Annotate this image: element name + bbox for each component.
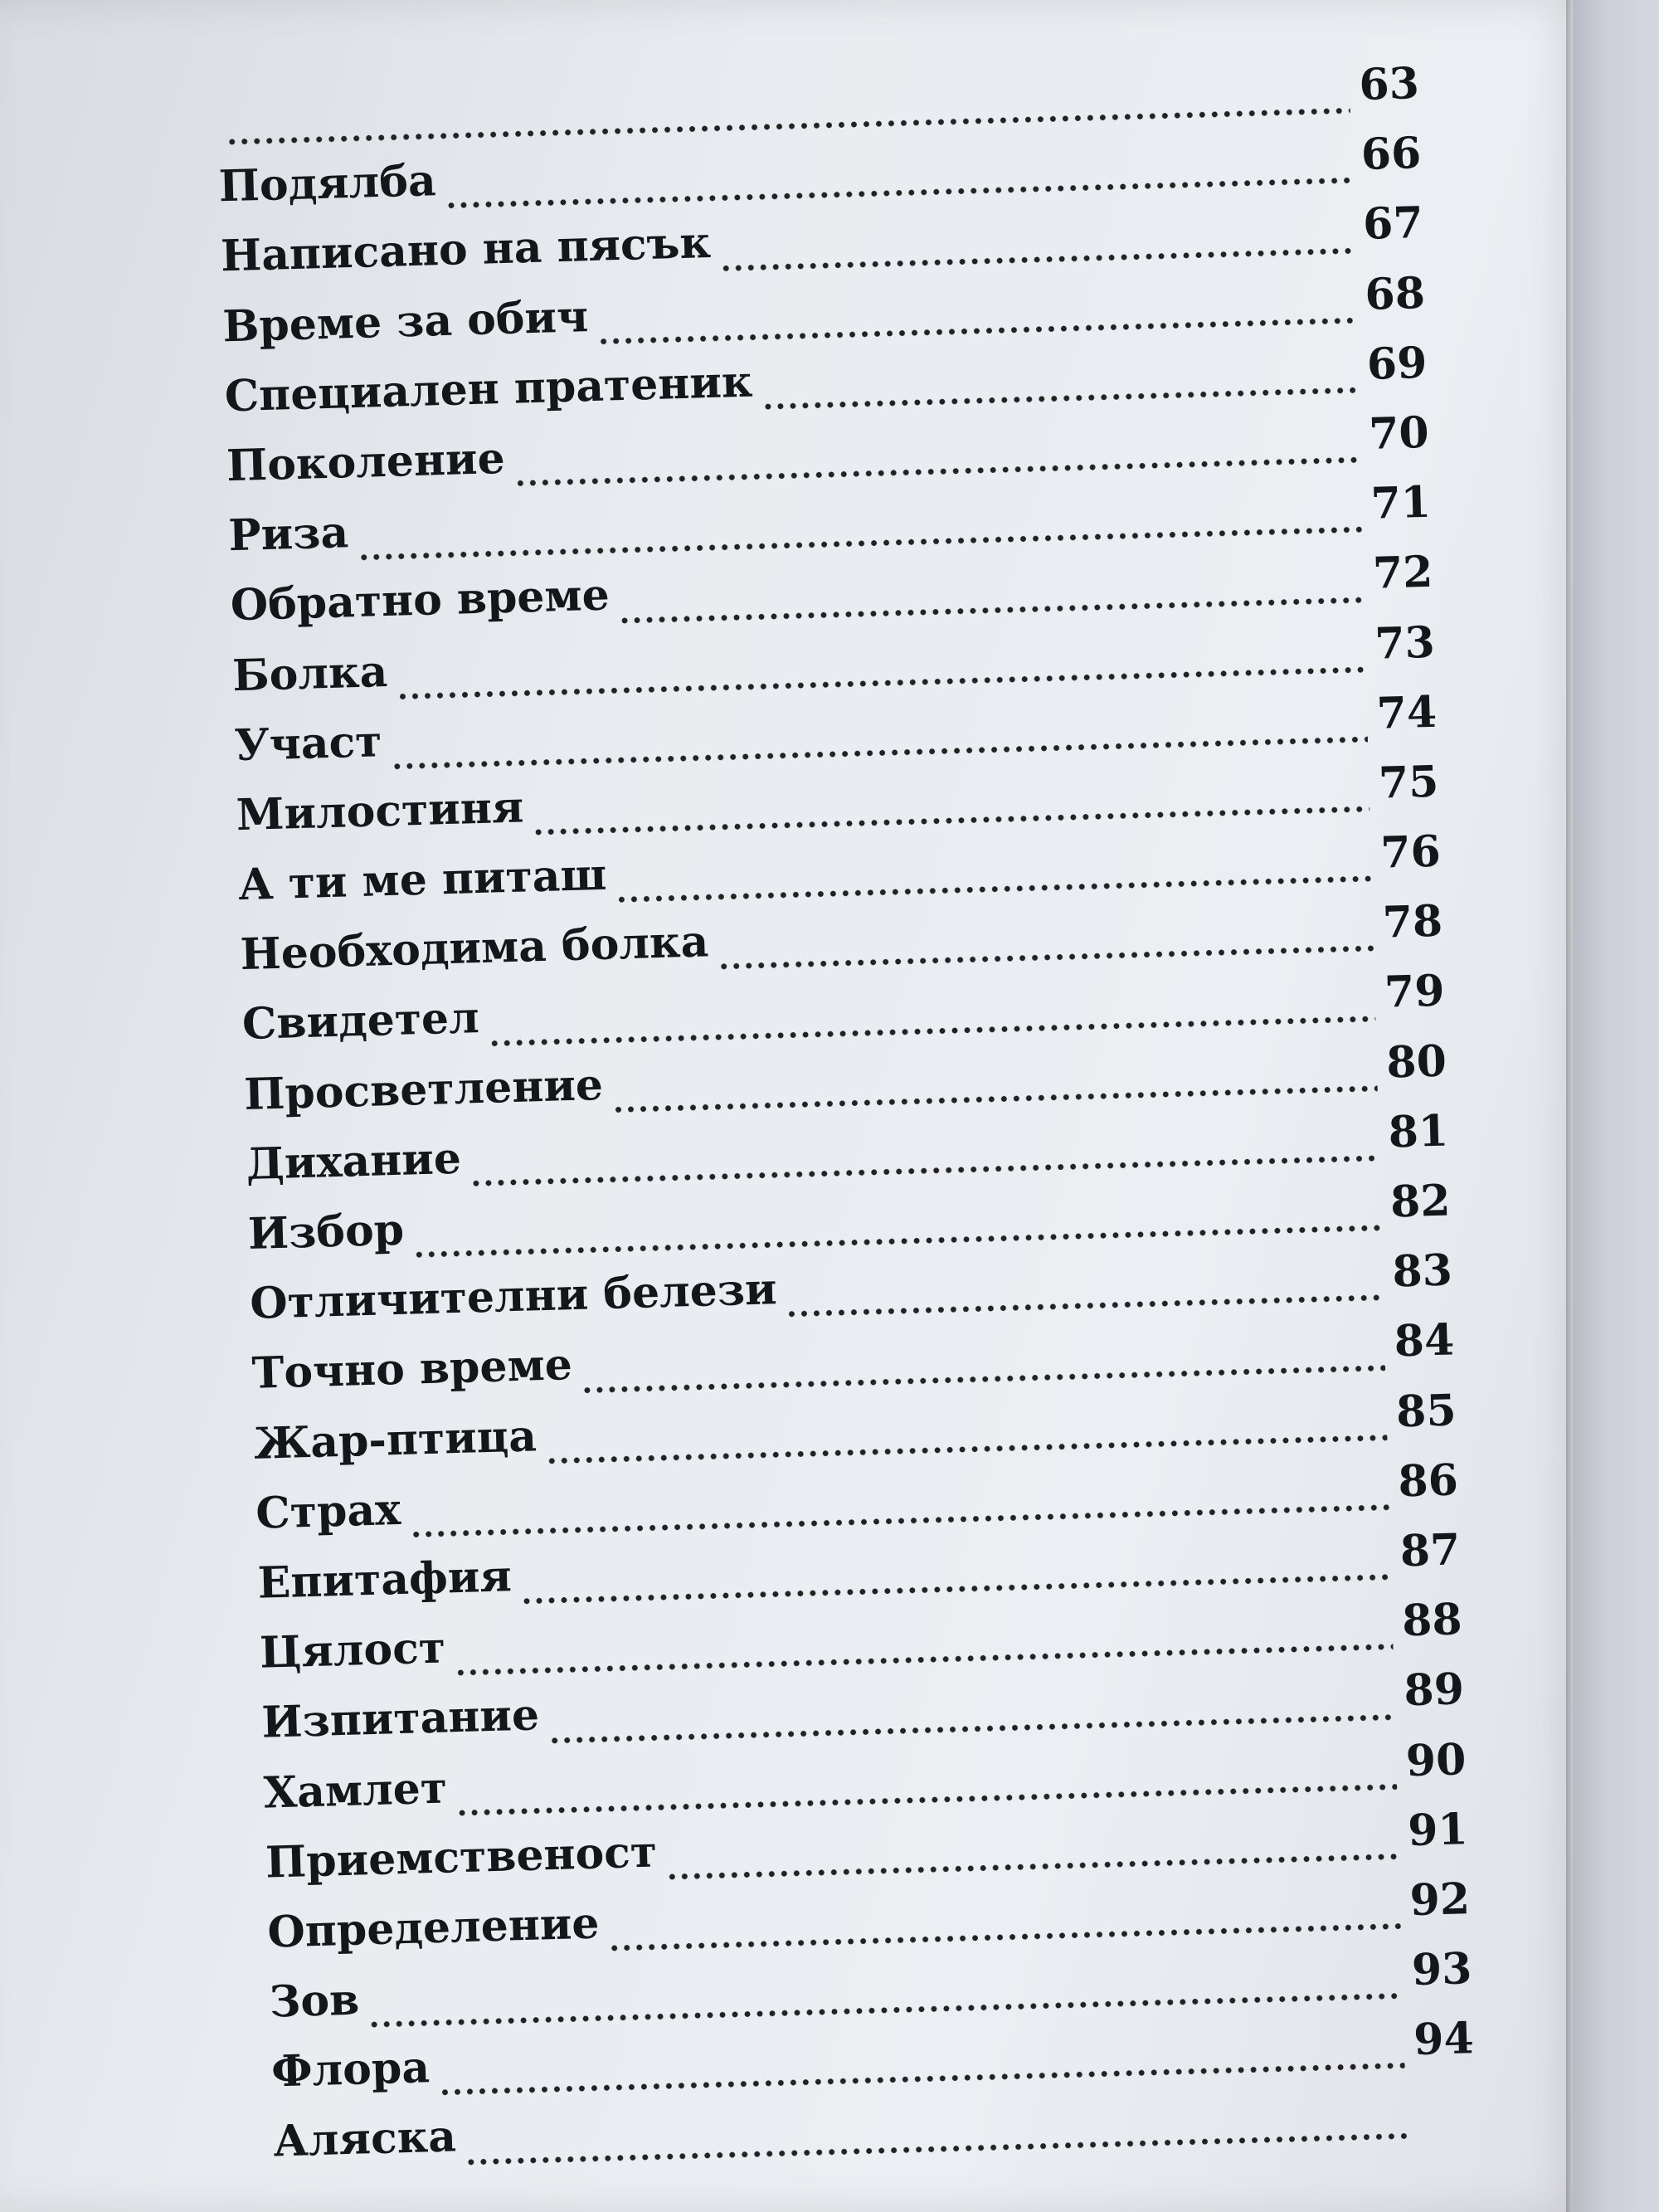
toc-entry-title: Риза xyxy=(227,507,349,562)
toc-entry-title: Милостиня xyxy=(236,782,525,841)
toc-entry-title: Изпитание xyxy=(260,1689,540,1749)
toc-page-number: 79 xyxy=(1384,966,1446,1019)
toc-entry-title: Специален пратеник xyxy=(223,356,754,422)
toc-entry-title: Отличителни белези xyxy=(249,1264,778,1330)
toc-page-number: 69 xyxy=(1366,337,1428,390)
toc-entry-title: Жар-птица xyxy=(253,1410,538,1469)
toc-entry-title: Просветление xyxy=(243,1059,604,1120)
toc-page-number: 87 xyxy=(1399,1524,1462,1577)
toc-entry-title: Цялост xyxy=(259,1622,446,1678)
toc-entry-title: Болка xyxy=(231,646,389,701)
toc-page-number: 78 xyxy=(1381,895,1443,948)
toc-page-number: 88 xyxy=(1401,1594,1463,1647)
toc-page-number: 89 xyxy=(1403,1664,1465,1717)
toc-page-number: 74 xyxy=(1375,686,1438,739)
toc-page-number: 91 xyxy=(1407,1803,1469,1856)
toc-page-number: 67 xyxy=(1362,197,1424,251)
toc-entry-title: Необходима болка xyxy=(239,916,710,981)
toc-entry-title: Хамлет xyxy=(262,1762,448,1819)
toc-page-number: 93 xyxy=(1411,1943,1473,1996)
page-gutter-shadow xyxy=(1566,0,1573,2212)
toc-entry-title: Обратно време xyxy=(230,569,611,631)
toc-page-number: 84 xyxy=(1393,1314,1456,1367)
toc-entry-title: Приемственост xyxy=(265,1826,658,1888)
dot-leader xyxy=(720,245,1355,274)
toc-entry-title: Поколение xyxy=(226,432,506,492)
toc-page-number: 63 xyxy=(1358,58,1420,110)
toc-page-number: 94 xyxy=(1413,2013,1475,2066)
toc-page-number: 70 xyxy=(1368,407,1430,460)
toc-page-number: 76 xyxy=(1379,826,1442,879)
toc-entry-title: Участ xyxy=(233,715,383,771)
dot-leader xyxy=(718,943,1374,972)
toc-entry-title: Време за обич xyxy=(221,290,589,352)
toc-page-number: 73 xyxy=(1374,616,1436,670)
toc-entry-title: Страх xyxy=(255,1484,401,1539)
toc-entry-title: Точно време xyxy=(251,1339,573,1400)
toc-entry-title: Избор xyxy=(247,1204,405,1259)
toc-page-number: 75 xyxy=(1378,756,1440,809)
toc-entry-title: Подялба xyxy=(217,155,437,212)
toc-page-number: 71 xyxy=(1370,476,1432,529)
toc-entry-title: Определение xyxy=(266,1898,601,1958)
toc-page-number: 85 xyxy=(1395,1384,1457,1437)
toc-page-number: 82 xyxy=(1389,1175,1452,1228)
toc-entry-title: Зов xyxy=(269,1974,361,2028)
toc-page-number: 66 xyxy=(1360,128,1423,181)
dot-leader xyxy=(786,1292,1384,1320)
adjacent-page xyxy=(1573,0,1659,2212)
toc-page-number: 83 xyxy=(1391,1245,1453,1298)
toc-entry-title: Свидетел xyxy=(241,992,480,1050)
toc-entry-title: Дихание xyxy=(245,1133,462,1190)
toc-page-number: 92 xyxy=(1408,1873,1471,1927)
toc-entry-title: Епитафия xyxy=(256,1551,513,1609)
toc-entry-title: Написано на пясък xyxy=(220,217,712,282)
dot-leader xyxy=(465,2130,1408,2168)
table-of-contents xyxy=(216,58,1477,2186)
toc-entry-title: А ти ме питаш xyxy=(237,849,608,911)
toc-page-number: 80 xyxy=(1385,1035,1447,1089)
toc-entry-title: Аляска xyxy=(272,2111,457,2167)
toc-page-number: 68 xyxy=(1364,267,1426,320)
toc-page-number: 90 xyxy=(1405,1733,1467,1786)
toc-page-number: 86 xyxy=(1397,1454,1459,1508)
toc-page-number: 72 xyxy=(1372,547,1434,600)
dot-leader xyxy=(761,384,1358,412)
toc-page-number xyxy=(1407,2122,1477,2124)
toc-entry-title: Флора xyxy=(270,2042,431,2098)
toc-page-number: 81 xyxy=(1387,1105,1449,1158)
